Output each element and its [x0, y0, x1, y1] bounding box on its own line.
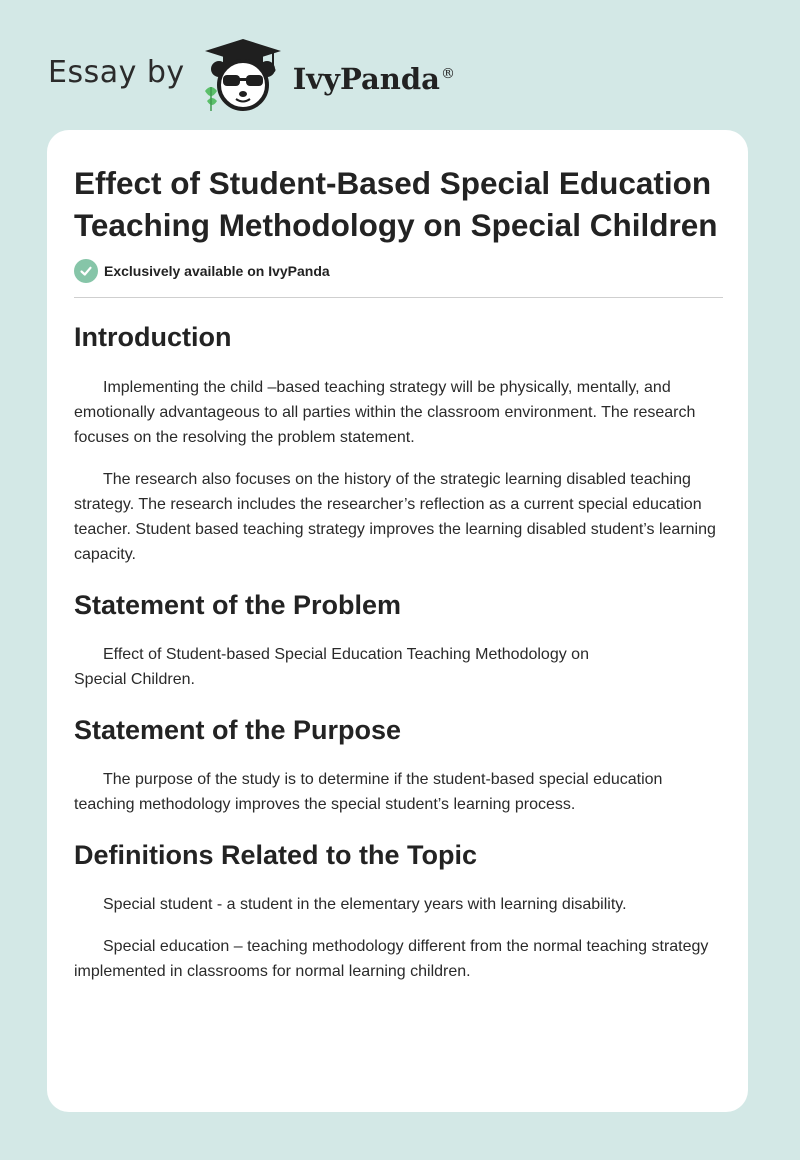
section-heading: Introduction [74, 322, 232, 352]
section-introduction [74, 320, 723, 567]
brand-name: IvyPanda® [292, 62, 455, 96]
paragraph: The purpose of the study is to determine if the student-based special education teaching methodology improves the special student’s learning process. [74, 771, 663, 813]
essay-by-label: Essay by [48, 54, 185, 90]
section-purpose [74, 713, 723, 817]
site-header [48, 30, 455, 120]
exclusive-badge [74, 259, 723, 283]
paragraph: The research also focuses on the history of the strategic learning disabled teaching strategy. The research includes the researcher’s reflection as a current special education teacher. Student based teaching strategy improves the learning disabled student’s learning capacity. [74, 471, 716, 563]
badge-label: Exclusively available on IvyPanda [104, 263, 330, 279]
essay-title: Effect of Student-Based Special Education Teaching Methodology on Special Children [74, 165, 718, 243]
paragraph: Implementing the child –based teaching strategy will be physically, mentally, and emotionally advantageous to all parties within the classroom environment. The research focuses on the resolving the problem statement. [74, 379, 696, 446]
panda-logo-icon [199, 35, 287, 115]
ivypanda-logo[interactable] [199, 35, 455, 115]
section-heading: Statement of the Purpose [74, 715, 402, 745]
check-icon [74, 259, 98, 283]
paragraph: Special student - a student in the elementary years with learning disability. [103, 896, 627, 913]
section-heading: Statement of the Problem [74, 590, 402, 620]
paragraph: Effect of Student-based Special Education Teaching Methodology on Special Children. [74, 646, 589, 688]
section-problem-statement [74, 588, 723, 692]
section-definitions [74, 838, 723, 984]
section-heading: Definitions Related to the Topic [74, 840, 478, 870]
essay-card [47, 130, 748, 1112]
paragraph: Special education – teaching methodology different from the normal teaching strategy implemented in classrooms for normal learning children. [74, 938, 709, 980]
divider [74, 297, 723, 298]
